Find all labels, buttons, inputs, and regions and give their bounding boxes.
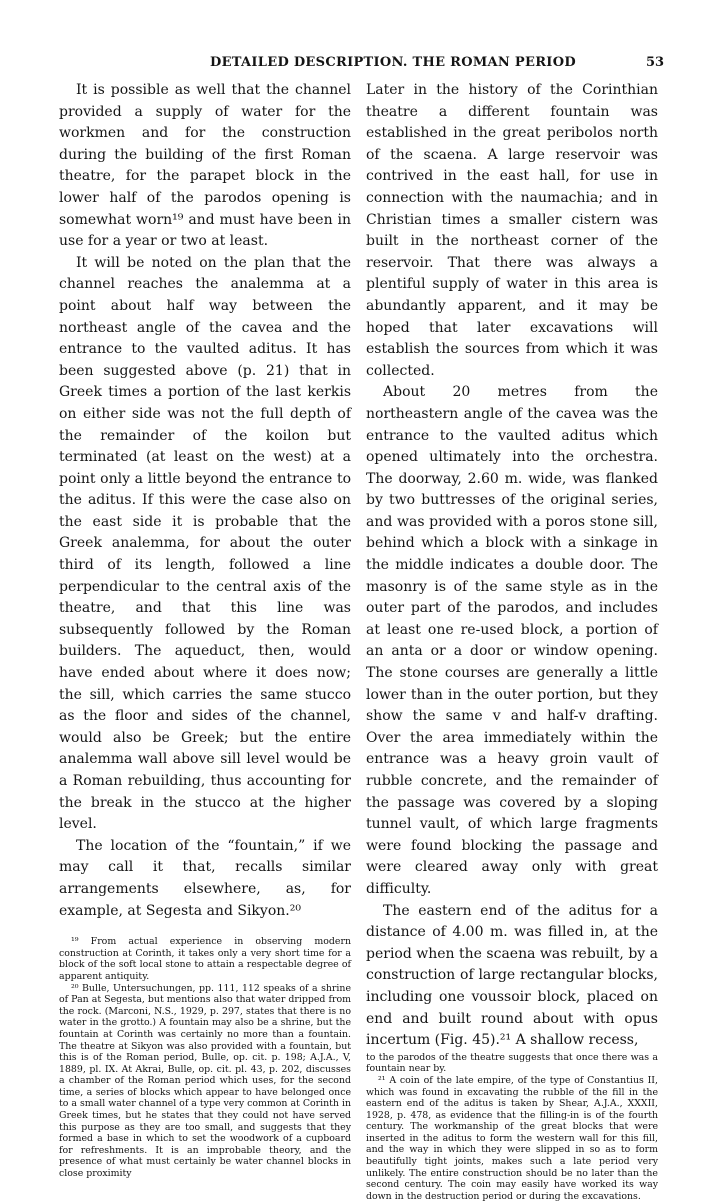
right-column [366,80,658,1202]
paragraph: The location of the “fountain,” if we may call it that, recalls similar arrangements elsewhere, as, for example, at Segesta and Sikyon.²⁰ [59,837,351,919]
paragraph: It is possible as well that the channel provided a supply of water for the workmen and for the construction during the building of the first Roman theatre, for the parapet block in the lower half of the parodos opening is somewhat worn¹⁹ and must have been in use for a year or two at least. [59,82,351,250]
left-column [59,80,351,1180]
page-number: 53 [646,55,665,70]
paragraph: About 20 metres from the northeastern angle of the cavea was the entrance to the vaulted aditus which opened ultimately into the orchestra. The doorway, 2.60 m. wide, was flanked by two buttresses of the original series, and was provided with a poros stone sill, behind which a block with a sinkage in the middle indicates a double door. The masonry is of the same style as in the outer part of the parodos, and includes at least one re-used block, a portion of an anta or a door or window opening. The stone courses are generally a little lower than in the outer portion, but they show the same v and half-v drafting. Over the area immediately within the entrance was a heavy groin vault of rubble concrete, and the remainder of the passage was covered by a sloping tunnel vault, of which large fragments were found blocking the passage and were cleared away only with great difficulty. [366,384,658,897]
footnote-20: ²⁰ Bulle, Untersuchungen, pp. 111, 112 speaks of a shrine of Pan at Segesta, but mentions also that water dripped from the rock. (Marconi, N.S., 1929, p. 297, states that there is no water in the grotto.) A fountain may also be a shrine, but the fountain at Corinth was certainly no more than a fountain. The theatre at Sikyon was also provided with a fountain, but this is of the Roman period, Bulle, op. cit. p. 198; A.J.A., V, 1889, pl. IX. At Akrai, Bulle, op. cit. pl. 43, p. 202, discusses a chamber of the Roman period which uses, for the second time, a series of blocks which appear to have belonged once to a small water channel of a type very common at Corinth in Greek times, but he states that they could not have served this purpose as they are too small, and suggests that they formed a base in which to set the woodwork of a cupboard for refreshments. It is an improbable theory, and the presence of what must certainly be water channel blocks in close proximity [59,982,351,1180]
paragraph: It will be noted on the plan that the channel reaches the analemma at a point about half way between the northeast angle of the cavea and the entrance to the vaulted aditus. It has been suggested above (p. 21) that in Greek times a portion of the last kerkis on either side was not the full depth of the remainder of the koilon but terminated (at least on the west) at a point only a little beyond the entrance to the aditus. If this were the case also on the east side it is probable that the Greek analemma, for about the outer third of its length, followed a line perpendicular to the central axis of the theatre, and that this line was subsequently followed by the Roman builders. The aqueduct, then, would have ended about where it does now; the sill, which carries the same stucco as the floor and sides of the channel, would also be Greek; but the entire analemma wall above sill level would be a Roman rebuilding, thus accounting for the break in the stucco at the higher level. [59,254,351,833]
footnote-20-continued: to the parodos of the theatre suggests that once there was a fountain near by. [366,1051,658,1075]
footnote-19: ¹⁹ From actual experience in observing modern construction at Corinth, it takes only a very short time for a block of the soft local stone to attain a respectable degree of apparent antiquity. [59,936,351,982]
running-header: DETAILED DESCRIPTION. THE ROMAN PERIOD [210,55,576,70]
paragraph: The eastern end of the aditus for a distance of 4.00 m. was filled in, at the period when the scaena was rebuilt, by a construction of large rectangular blocks, including one voussoir block, placed on end and built round about with opus incertum (Fig. 45).²¹ A shallow recess, [366,902,658,1049]
paragraph: Later in the history of the Corinthian theatre a different fountain was established in the great peribolos north of the scaena. A large reservoir was contrived in the east hall, for use in connection with the naumachia; and in Christian times a smaller cistern was built in the northeast corner of the reservoir. That there was always a plentiful supply of water in this area is abundantly apparent, and it may be hoped that later excavations will establish the sources from which it was collected. [366,82,658,379]
footnote-21: ²¹ A coin of the late empire, of the type of Constantius II, which was found in excavating the rubble of the fill in the eastern end of the aditus is taken by Shear, A.J.A., XXXII, 1928, p. 478, as evidence that the filling-in is of the fourth century. The workmanship of the great blocks that were inserted in the aditus to form the western wall for this fill, and the way in which they were slipped in so as to form beautifully tight joints, makes such a late period very unlikely. The entire construction should be no later than the second century. The coin may easily have worked its way down in the destruction period or during the excavations. [366,1074,658,1202]
